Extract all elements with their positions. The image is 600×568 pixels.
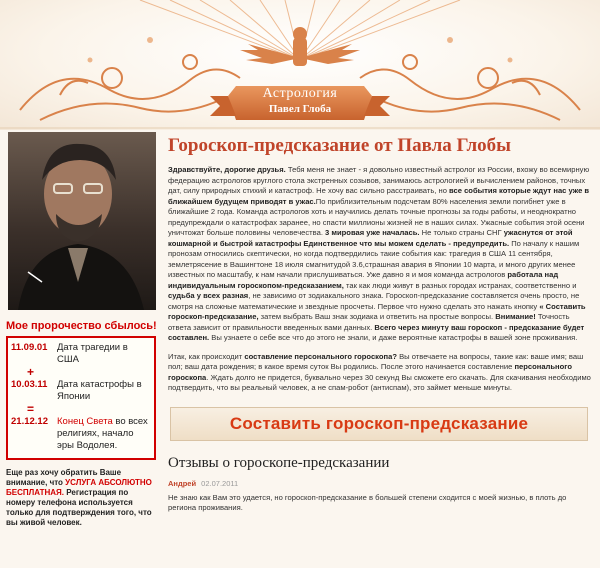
- author-photo: [8, 132, 156, 310]
- logo-subtitle: Павел Глоба: [268, 103, 332, 115]
- emphasis-text: « Составить гороскоп-предсказание,: [168, 301, 586, 321]
- body-text: Тебя меня не знает - я довольно известный астролог из России, вхожу во всемирную федерацию астрологов круглого стола экстренных созывов, занимаюсь астрологией и вычислением районов, точных дат, силу природных стихий и катастроф. Не хочу вас сильно расстраивать, но: [168, 165, 590, 195]
- body-text: Не только страны СНГ: [419, 228, 504, 237]
- prophecy-date: 21.12.12: [11, 416, 48, 427]
- emphasis-text: Всего через минуту ваш гороскоп - предсказание будет составлен.: [168, 322, 585, 342]
- emphasis-text: составление персонального гороскопа?: [244, 351, 397, 361]
- review-date: 02.07.2011: [201, 478, 239, 488]
- note-free-label: УСЛУГА АБСОЛЮТНО БЕСПЛАТНАЯ.: [6, 478, 152, 497]
- emphasis-text: ужаснутся от этой кошмарной и быстрой катастрофы Единственное что мы можем сделать - предупредить.: [168, 228, 573, 248]
- body-text: Итак, как происходит: [168, 351, 245, 361]
- body-text: По началу к нашим пронозам относились скептически, но когда подтвердились такие события как: трагедия в США 11 сентября, землетрясение в Вашингтоне 18 июля смагнитудой 3.6,страшная авария в Японии 10 марта, и много других менее известных по масштабу, к нам начали прислушиваться. Уже давно я и моя команда астрологов: [168, 238, 580, 279]
- free-service-note: [6, 468, 158, 528]
- body-text: Вы отвечаете на вопросы, такие как: ваше имя; ваш пол; ваш дата рождения; в какое время суток Вы родились. После этого начинается составление: [168, 351, 584, 371]
- prophecy-date: 11.09.01: [11, 342, 48, 353]
- prophecy-text: Дата трагедии в США: [57, 342, 128, 365]
- prophecy-highlight: Конец Света: [57, 416, 113, 427]
- page-title: Гороскоп-предсказание от Павла Глобы: [168, 135, 511, 156]
- body-text: . Ждать долго не придется, буквально через 30 секунд Вы сможете его скачать. Для скачивания необходимо подтвердить, что вы реальный человек, а не спам-робот (антиспам), это займет меньше минуты.: [168, 372, 591, 392]
- body-text: Вы узнаете о себе все что до этого не знали, и даже вероятные катастрофы в вашей зоне проживания.: [209, 333, 578, 342]
- main-content: [168, 132, 592, 514]
- emphasis-text: работала над индивидуальным гороскопом-предсказанием,: [168, 270, 559, 290]
- site-header: [0, 0, 600, 130]
- prophecy-title: Мое пророчество сбылось!: [6, 320, 157, 332]
- prophecy-row: [11, 379, 151, 403]
- make-horoscope-label: Составить гороскоп-предсказание: [229, 413, 529, 433]
- note-lead: Еще раз хочу обратить Ваше внимание, что: [6, 468, 122, 487]
- intro-paragraph: [168, 165, 592, 344]
- process-paragraph: [168, 352, 592, 394]
- prophecy-row: [11, 416, 151, 452]
- prophecy-box: [6, 336, 156, 460]
- emphasis-text: все события которые ждут нас уже в ближайшем будущем приводят в ужас.: [168, 186, 590, 206]
- make-horoscope-button[interactable]: [170, 407, 588, 441]
- emphasis-text: Внимание!: [495, 312, 536, 321]
- review-meta: [168, 479, 592, 488]
- prophecy-row: [11, 342, 151, 366]
- prophecy-equals: =: [27, 402, 35, 416]
- emphasis-text: персонального гороскопа: [168, 362, 572, 382]
- logo-title: Астрология: [262, 86, 338, 101]
- prophecy-text-tail: во всех религиях, начало эры Водолея.: [57, 416, 148, 451]
- prophecy-date: 10.03.11: [11, 379, 48, 390]
- note-tail: Регистрация по номеру телефона используется только для подтверждения того, что вы живой человек.: [6, 488, 152, 527]
- review-author: Андрей: [168, 478, 197, 488]
- body-text: затем выбрать Ваш знак зодиака и ответить на простые вопросы.: [258, 312, 496, 321]
- prophecy-text: [57, 416, 151, 452]
- emphasis-text: 3 мировая уже началась.: [325, 228, 420, 237]
- body-text: По приблизительным подсчетам 80% населения земли погибнет уже в ближайшие 2 года. Команда астрологов хоть и научились делать точные прогнозы за годы работы, и неоднократно предупреждали о катастрофах заранее, но спасти миллионы жизней не в наших силах. Ужасные события этой осени уничтожат больше половины человечества.: [168, 196, 585, 237]
- body-text: так как люди живут в разных городах истранах, соответственно и: [343, 280, 577, 290]
- body-text: , не зависимо от зодиакального знака. Гороскоп-предсказание составляется очень просто, не смотря на сложные математические и звездные просчеты. Первое что нужно сделать это нажать кнопку: [168, 291, 580, 311]
- review-text: Не знаю как Вам это удается, но гороскоп-предсказание в большей степени сходится с моей жизнью, в плоть до региона проживания.: [168, 492, 567, 512]
- body-text: Точность ответа зависит от правильности введенных вами данных.: [168, 312, 570, 332]
- prophecy-text: Дата катастрофы в Японии: [57, 379, 142, 402]
- left-sidebar: [6, 132, 158, 528]
- emphasis-text: судьба у всех разная: [168, 291, 249, 300]
- emphasis-text: Здравствуйте, дорогие друзья.: [168, 165, 286, 174]
- portrait-icon: [8, 132, 156, 310]
- reviews-title: Отзывы о гороскопе-предсказании: [168, 454, 390, 471]
- prophecy-plus: +: [27, 365, 35, 379]
